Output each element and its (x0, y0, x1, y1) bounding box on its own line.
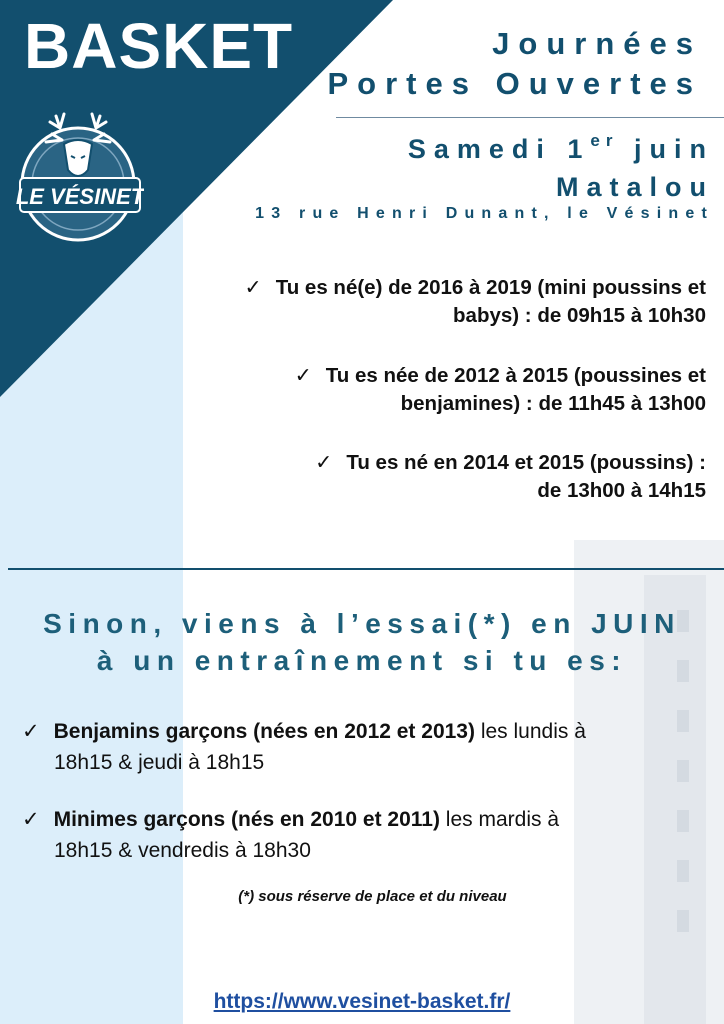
event-venue: Matalou (555, 172, 714, 202)
checkmark-icon: ✓ (22, 808, 40, 831)
trial-item: ✓ Benjamins garçons (nées en 2012 et 2013) les lundis à 18h15 & jeudi à 18h15 (22, 716, 702, 778)
logo-text: LE VÉSINET (16, 184, 144, 209)
header-line-1: Journées (492, 26, 702, 61)
event-address: 13 rue Henri Dunant, le Vésinet (255, 205, 714, 222)
website-link[interactable]: https://www.vesinet-basket.fr/ (213, 990, 511, 1013)
trial-note: (*) sous réserve de place et du niveau (238, 888, 507, 905)
trial-title-line-1: Sinon, viens à l’essai(*) en JUIN (43, 608, 681, 639)
event-date: Samedi 1er juin (407, 131, 714, 164)
header-line-2: Portes Ouvertes (327, 66, 702, 101)
background-building-tower (644, 575, 706, 1024)
open-day-item: ✓ Tu es né en 2014 et 2015 (poussins) : de 13h00 à 14h15 (315, 451, 706, 502)
header-rule (336, 117, 724, 118)
building-window (677, 910, 689, 932)
checkmark-icon: ✓ (244, 276, 262, 299)
brand-title: BASKET (24, 10, 294, 82)
section-divider (8, 568, 724, 570)
club-logo (16, 108, 144, 244)
trial-title-line-2: à un entraînement si tu es: (96, 645, 628, 676)
trial-item: ✓ Minimes garçons (nés en 2010 et 2011) les mardis à 18h15 & vendredis à 18h30 (22, 804, 702, 866)
open-day-item: ✓ Tu es né(e) de 2016 à 2019 (mini poussins et babys) : de 09h15 à 10h30 (244, 276, 706, 327)
checkmark-icon: ✓ (294, 364, 312, 387)
checkmark-icon: ✓ (22, 720, 40, 743)
checkmark-icon: ✓ (315, 451, 333, 474)
open-day-item: ✓ Tu es née de 2012 à 2015 (poussines et benjamines) : de 11h45 à 13h00 (294, 364, 706, 415)
